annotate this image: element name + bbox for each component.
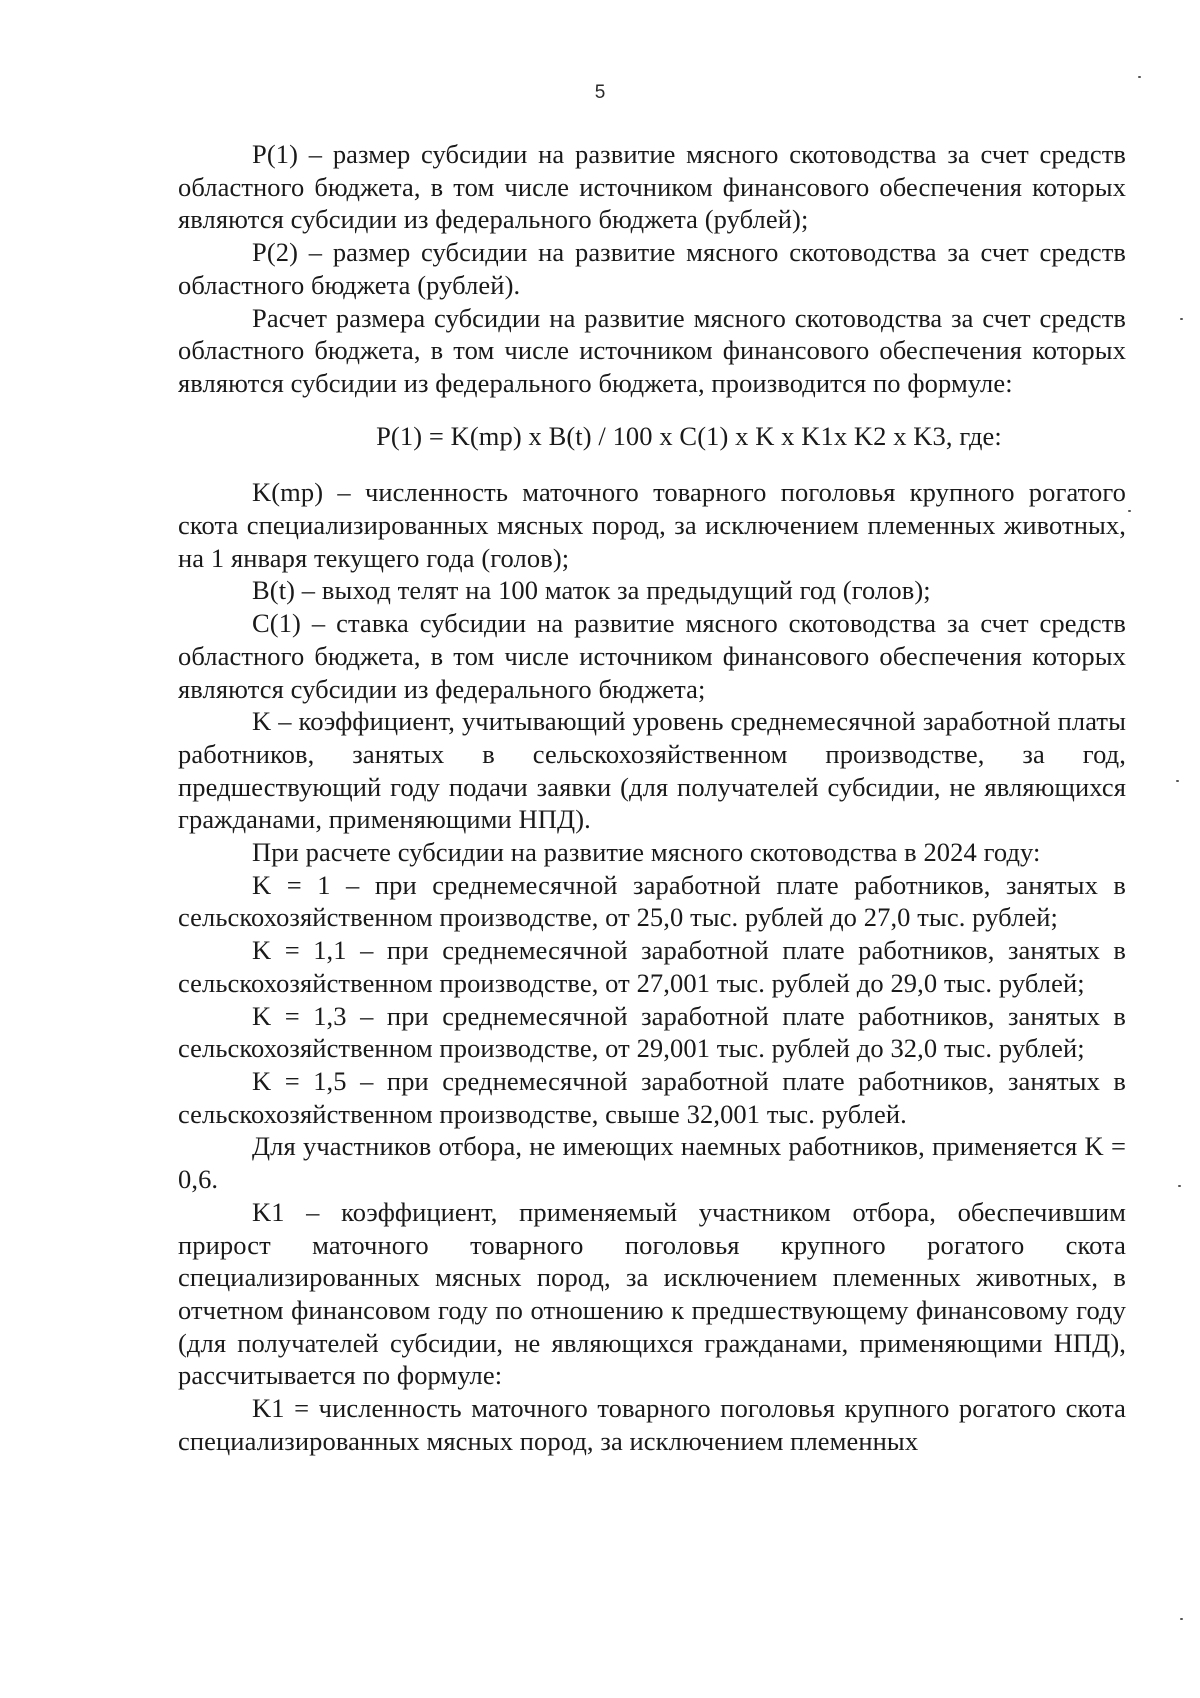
document-body (178, 138, 1126, 1457)
paragraph-p1-definition: P(1) – размер субсидии на развитие мясного скотоводства за счет средств областного бюджета, в том числе источником финансового обеспечения которых являются субсидии из федерального бюджета (рублей); (178, 139, 1126, 235)
paragraph-2024-intro: При расчете субсидии на развитие мясного скотоводства в 2024 году: (252, 837, 1041, 868)
paragraph-k-1-3: K = 1,3 – при среднемесячной заработной плате работников, занятых в сельскохозяйственном производстве, от 29,001 тыс. рублей до 32,0 тыс. рублей; (178, 1000, 1126, 1064)
paragraph-k-1-5: K = 1,5 – при среднемесячной заработной плате работников, занятых в сельскохозяйственном производстве, свыше 32,001 тыс. рублей. (178, 1065, 1126, 1129)
paragraph-no-employees: Для участников отбора, не имеющих наемных работников, применяется K = 0,6. (178, 1131, 1126, 1195)
formula-p1: P(1) = K(mp) x B(t) / 100 x C(1) x K x K1x K2 x K3, где: (376, 420, 1002, 451)
paragraph-p2-definition: P(2) – размер субсидии на развитие мясного скотоводства за счет средств областного бюджета (рублей). (178, 237, 1126, 300)
scan-speck (1178, 1185, 1181, 1187)
paragraph-k-1-1: K = 1,1 – при среднемесячной заработной плате работников, занятых в сельскохозяйственном производстве, от 27,001 тыс. рублей до 29,0 тыс. рублей; (178, 935, 1126, 998)
page-number: 5 (594, 82, 606, 103)
paragraph-c1-definition: C(1) – ставка субсидии на развитие мясного скотоводства за счет средств областного бюджета, в том числе источником финансового обеспечения которых являются субсидии из федерального бюджета; (178, 608, 1126, 704)
paragraph-k1-formula: K1 = численность маточного товарного поголовья крупного рогатого скота специализированных мясных пород, за исключением племенных (178, 1393, 1126, 1456)
scan-speck (1176, 780, 1179, 782)
paragraph-k1-definition: K1 – коэффициент, применяемый участником отбора, обеспечившим прирост маточного товарного поголовья крупного рогатого скота специализированных мясных пород, за исключением племенных животных, в отчетном финансовом году по отношению к предшествующему финансовому году (для получателей субсидии, не являющихся гражданами, применяющими НПД), рассчитывается по формуле: (178, 1196, 1126, 1391)
paragraph-k-1: K = 1 – при среднемесячной заработной плате работников, занятых в сельскохозяйственном производстве, от 25,0 тыс. рублей до 27,0 тыс. рублей; (178, 869, 1126, 933)
scan-speck (1180, 1618, 1183, 1620)
paragraph-bt-definition: B(t) – выход телят на 100 маток за предыдущий год (голов); (252, 575, 931, 606)
paragraph-calculation-intro: Расчет размера субсидии на развитие мясного скотоводства за счет средств областного бюджета, в том числе источником финансового обеспечения которых являются субсидии из федерального бюджета, производится по формуле: (178, 302, 1126, 398)
paragraph-kmp-definition: K(mp) – численность маточного товарного поголовья крупного рогатого скота специализированных мясных пород, за исключением племенных животных, на 1 января текущего года (голов); (178, 477, 1126, 573)
scan-speck (1180, 318, 1183, 320)
scan-speck (1138, 76, 1141, 78)
scan-speck (1128, 510, 1131, 512)
paragraph-k-definition: K – коэффициент, учитывающий уровень среднемесячной заработной платы работников, занятых в сельскохозяйственном производстве, за год, предшествующий году подачи заявки (для получателей субсидии, не являющихся гражданами, применяющими НПД). (178, 706, 1126, 835)
